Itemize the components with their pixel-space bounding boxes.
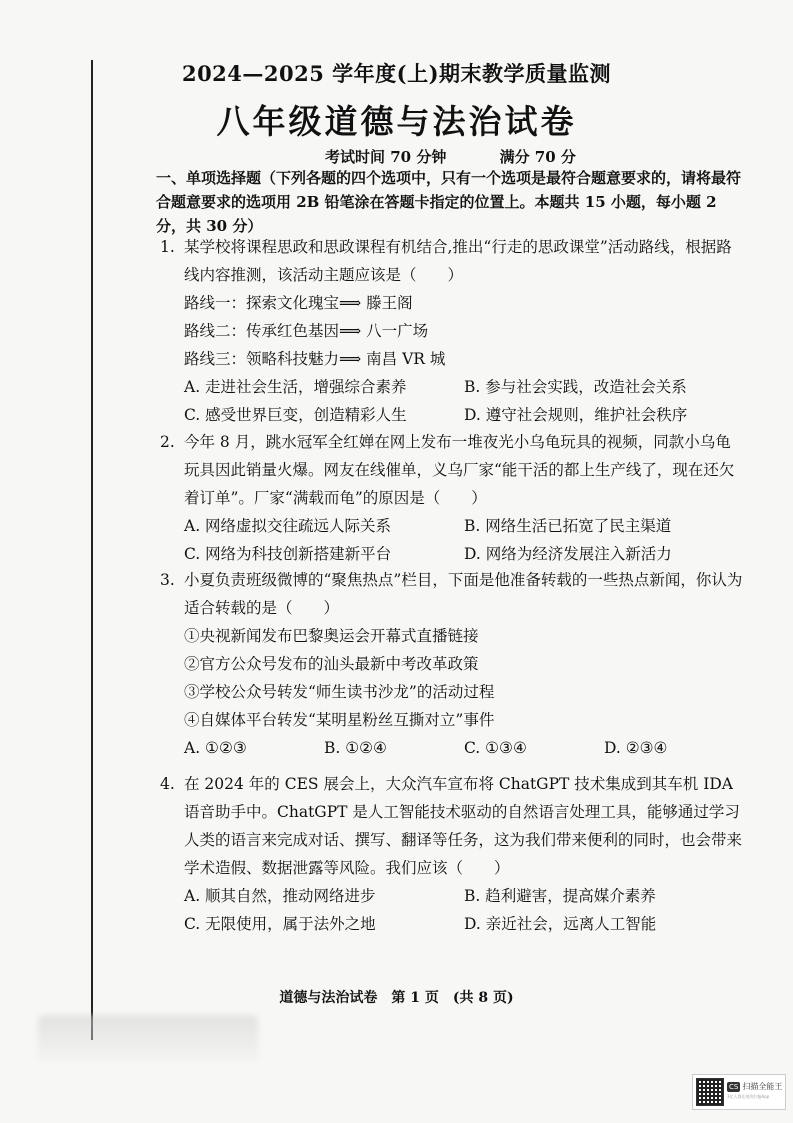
exam-full-score: 满分 70 分 — [499, 148, 576, 166]
option-d: D. 网络为经济发展注入新活力 — [464, 545, 672, 563]
page-footer: 道德与法治试卷 第 1 页 (共 8 页) — [279, 990, 514, 1006]
option-b: B. 网络生活已拓宽了民主渠道 — [464, 517, 672, 535]
news-item: ④自媒体平台转发“某明星粉丝互撕对立”事件 — [184, 711, 495, 729]
question-text: 某学校将课程思政和思政课程有机结合,推出“行走的思政课堂”活动路线，根据路线内容推测，该活动主题应该是（ ） — [184, 238, 732, 284]
scanner-watermark-text — [727, 1082, 782, 1102]
option-c: C. ①③④ — [464, 739, 527, 757]
exam-period-title: 2024—2025 学年度(上)期末教学质量监测 — [181, 61, 612, 86]
news-item: ③学校公众号转发“师生读书沙龙”的活动过程 — [184, 683, 495, 701]
route-line: 路线三：领略科技魅力⟹ 南昌 VR 城 — [184, 350, 446, 368]
route-line: 路线一：探索文化瑰宝⟹ 滕王阁 — [184, 294, 413, 312]
binding-margin-line — [91, 60, 93, 1040]
options — [160, 882, 745, 938]
question-4 — [160, 770, 745, 938]
option-a: A. ①②③ — [184, 739, 247, 757]
route-line: 路线二：传承红色基因⟹ 八一广场 — [184, 322, 429, 340]
question-text: 今年 8 月，跳水冠军全红婵在网上发布一堆夜光小乌龟玩具的视频，同款小乌龟玩具因此销量火爆。网友在线催单，义乌厂家“能干活的都上生产线了，现在还欠着订单”。厂家“满载而龟”的原因是（ ） — [184, 433, 735, 507]
question-number: 3. — [160, 571, 175, 589]
option-a: A. 顺其自然，推动网络进步 — [184, 887, 376, 905]
option-b: B. 参与社会实践，改造社会关系 — [464, 378, 687, 396]
exam-time: 考试时间 70 分钟 — [325, 148, 447, 166]
section-instructions: 一、单项选择题（下列各题的四个选项中，只有一个选项是最符合题意要求的，请将最符合题意要求的选项用 2B 铅笔涂在答题卡指定的位置上。本题共 15 小题，每小题 2 分，共 30 分） — [156, 169, 742, 235]
option-a: A. 网络虚拟交往疏远人际关系 — [184, 517, 392, 535]
options — [160, 373, 745, 429]
question-2 — [160, 428, 745, 568]
question-text: 在 2024 年的 CES 展会上，大众汽车宣布将 ChatGPT 技术集成到其车机 IDA 语音助手中。ChatGPT 是人工智能技术驱动的自然语言处理工具，能够通过学习人类的语言来完成对话、撰写、翻译等任务，这为我们带来便利的同时，也会带来学术造假、数据泄露等风险。我们应该（ ） — [184, 775, 743, 877]
option-a: A. 走进社会生活，增强综合素养 — [184, 378, 407, 396]
scanner-watermark — [692, 1074, 786, 1110]
qr-code-icon — [697, 1079, 723, 1105]
option-b: B. 趋利避害，提高媒介素养 — [464, 887, 656, 905]
exam-meta — [325, 146, 624, 167]
question-stem — [160, 428, 745, 512]
question-number: 4. — [160, 775, 175, 793]
options — [160, 734, 745, 762]
question-stem — [160, 233, 745, 289]
option-b: B. ①②④ — [324, 739, 387, 757]
question-number: 2. — [160, 433, 175, 451]
exam-subject-title: 八年级道德与法治试卷 — [216, 102, 577, 141]
option-d: D. 亲近社会，远离人工智能 — [464, 915, 657, 933]
option-d: D. ②③④ — [604, 739, 668, 757]
option-c: C. 网络为科技创新搭建新平台 — [184, 545, 392, 563]
cs-logo-icon: CS — [729, 1083, 739, 1091]
news-item: ②官方公众号发布的汕头最新中考改革政策 — [184, 655, 479, 673]
option-c: C. 无限使用，属于法外之地 — [184, 915, 376, 933]
option-d: D. 遵守社会规则，维护社会秩序 — [464, 406, 688, 424]
news-item: ①央视新闻发布巴黎奥运会开幕式直播链接 — [184, 627, 479, 645]
question-text: 小夏负责班级微博的“聚焦热点”栏目，下面是他准备转载的一些热点新闻，你认为适合转载的是（ ） — [184, 571, 743, 617]
scan-smudge — [38, 1015, 258, 1060]
question-stem — [160, 566, 745, 622]
question-stem — [160, 770, 745, 882]
option-c: C. 感受世界巨变，创造精彩人生 — [184, 406, 407, 424]
question-number: 1. — [160, 238, 175, 256]
options — [160, 512, 745, 568]
scanner-subtitle: 3亿人都在用的扫描App — [727, 1094, 770, 1099]
question-1 — [160, 233, 745, 429]
scanner-name: 扫描全能王 — [742, 1082, 783, 1091]
question-3 — [160, 566, 745, 762]
